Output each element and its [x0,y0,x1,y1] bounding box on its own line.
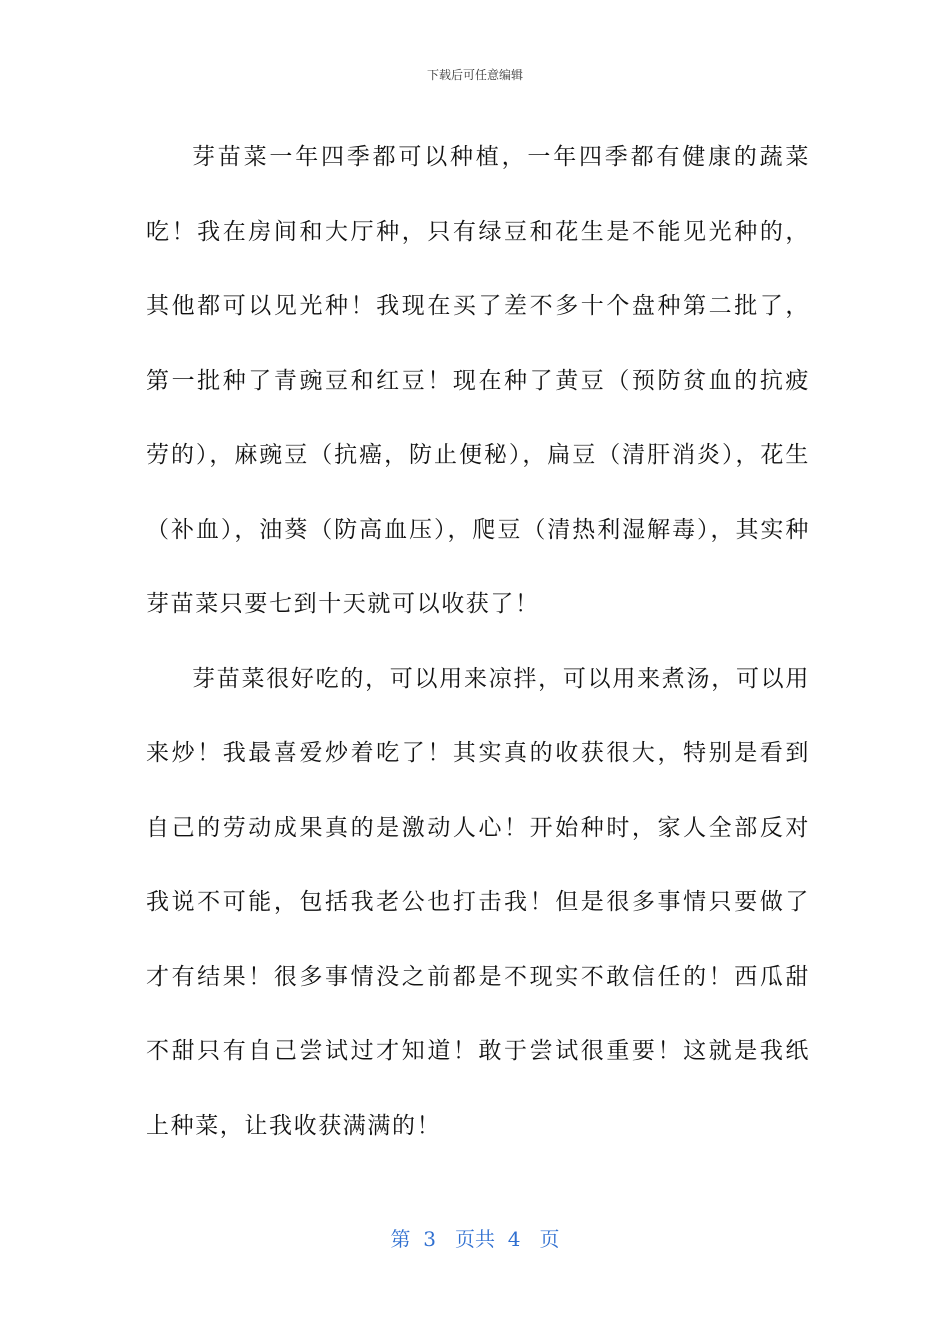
document-body [146,120,810,1163]
page-header-note: 下载后可任意编辑 [426,68,523,82]
page-number-label: 第 3 页共 4 页 [390,1227,560,1251]
page-footer [0,1224,950,1254]
body-paragraph-2: 芽苗菜很好吃的，可以用来凉拌，可以用来煮汤，可以用来炒！我最喜爱炒着吃了！其实真的收获很大，特别是看到自己的劳动成果真的是激动人心！开始种时，家人全部反对我说不可能，包括我老公也打击我！但是很多事情只要做了才有结果！很多事情没之前都是不现实不敢信任的！西瓜甜不甜只有自己尝试过才知道！敢于尝试很重要！这就是我纸上种菜，让我收获满满的！ [146,665,810,1139]
body-paragraph-1: 芽苗菜一年四季都可以种植，一年四季都有健康的蔬菜吃！我在房间和大厅种，只有绿豆和花生是不能见光种的，其他都可以见光种！我现在买了差不多十个盘种第二批了，第一批种了青豌豆和红豆！现在种了黄豆（预防贫血的抗疲劳的），麻豌豆（抗癌，防止便秘），扁豆（清肝消炎），花生（补血），油葵（防高血压），爬豆（清热利湿解毒），其实种芽苗菜只要七到十天就可以收获了！ [146,144,810,617]
